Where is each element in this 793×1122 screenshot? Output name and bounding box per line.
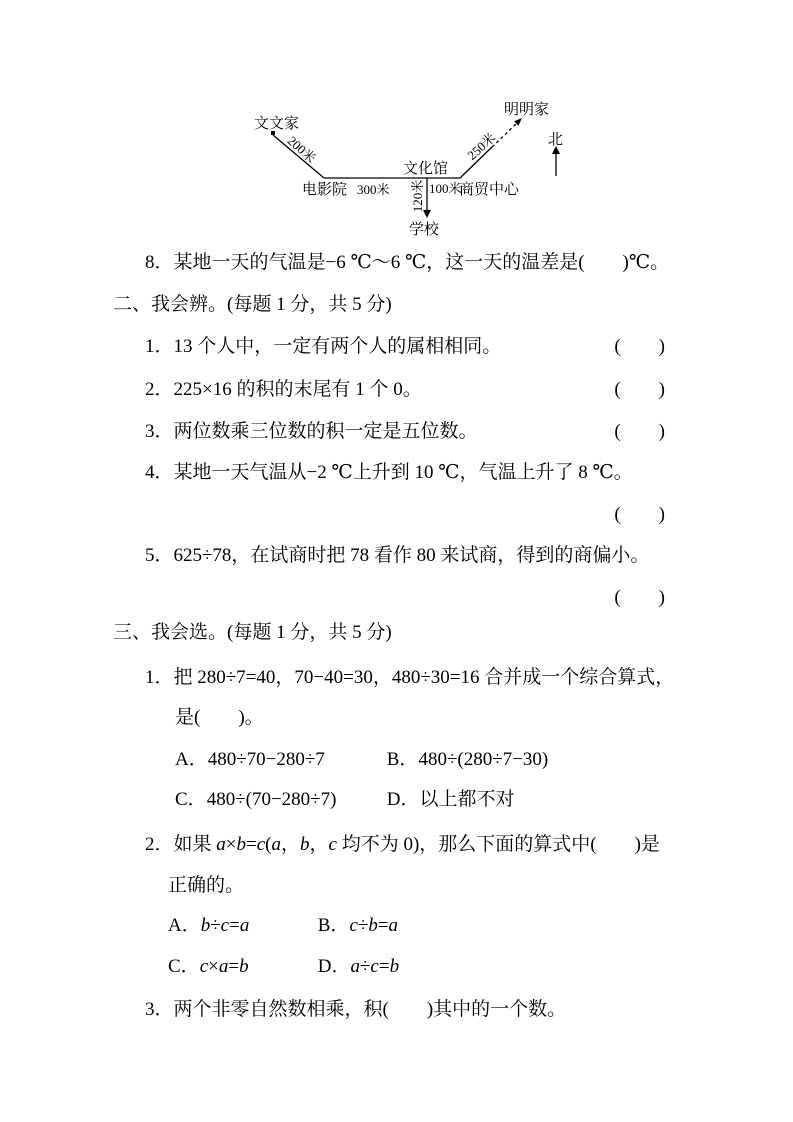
- judge-item-1-blank: ( ): [614, 336, 665, 357]
- label-dist-300: 300米: [357, 182, 390, 197]
- judge-item-2: [0, 369, 793, 411]
- route-diagram: [240, 78, 585, 248]
- judge-item-3-blank: ( ): [614, 421, 665, 442]
- section-judge-heading: 二、我会辨。(每题 1 分，共 5 分): [113, 294, 392, 315]
- judge-item-4-text: 4．某地一天气温从−2 ℃上升到 10 ℃，气温上升了 8 ℃。: [145, 462, 633, 483]
- choice-q2-option-b: [318, 915, 398, 936]
- option-label: A．: [175, 749, 208, 770]
- choice-q2-option-d: [318, 956, 399, 977]
- judge-item-1: [0, 326, 793, 368]
- choice-q1-options-row-1: [0, 739, 793, 781]
- label-dist-100: 100米: [429, 181, 462, 196]
- option-text: 480÷(70−280÷7): [206, 789, 337, 810]
- section-choice-heading: 三、我会选。(每题 1 分，共 5 分): [113, 622, 392, 643]
- option-text: 以上都不对: [419, 789, 515, 810]
- choice-q2-stem-cont: 正确的。: [168, 875, 245, 896]
- label-mingming-home: 明明家: [504, 102, 550, 118]
- label-north: 北: [548, 132, 564, 148]
- choice-q2-options-row-1: [0, 905, 793, 947]
- option-label: A．: [168, 915, 201, 936]
- option-text: a÷c=b: [350, 956, 400, 977]
- label-trade-center: 商贸中心: [459, 182, 520, 198]
- option-text: c×a=b: [199, 956, 249, 977]
- label-cinema: 电影院: [302, 182, 348, 198]
- choice-q1-stem-cont: 是( )。: [175, 707, 264, 728]
- judge-item-3-text: 3．两位数乘三位数的积一定是五位数。: [145, 421, 478, 442]
- judge-item-5-blank: ( ): [614, 587, 665, 608]
- choice-q2-stem: 2．如果 a×b=c(a，b，c 均不为 0)，那么下面的算式中( )是: [145, 834, 660, 855]
- choice-q2-option-c: [168, 946, 313, 988]
- choice-q1-option-b: [387, 749, 548, 770]
- choice-q2-options-row-2: [0, 946, 793, 988]
- label-school: 学校: [409, 222, 440, 238]
- option-label: D．: [386, 789, 420, 810]
- judge-item-4-blank: ( ): [614, 504, 665, 525]
- choice-q3-stem: 3．两个非零自然数相乘，积( )其中的一个数。: [145, 999, 567, 1020]
- choice-q1-option-c: [175, 779, 382, 821]
- option-label: B．: [386, 749, 419, 770]
- option-label: C．: [175, 789, 207, 810]
- label-wenwen-home: 文文家: [254, 116, 300, 132]
- choice-q2-option-a: [168, 905, 313, 947]
- choice-q1-option-d: [387, 789, 515, 810]
- option-text: b÷c=a: [200, 915, 250, 936]
- choice-q1-stem: 1．把 280÷7=40，70−40=30，480÷30=16 合并成一个综合算式，: [145, 667, 675, 688]
- choice-q1-options-row-2: [0, 779, 793, 821]
- option-text: 480÷(280÷7−30): [418, 749, 549, 770]
- judge-item-3: [0, 411, 793, 453]
- option-label: B．: [317, 915, 350, 936]
- label-dist-120: 120米: [410, 179, 425, 213]
- judge-item-1-text: 1．13 个人中，一定有两个人的属相相同。: [145, 336, 502, 357]
- option-label: C．: [168, 956, 200, 977]
- judge-item-5-text: 5．625÷78，在试商时把 78 看作 80 来试商，得到的商偏小。: [145, 545, 650, 566]
- option-text: c÷b=a: [349, 915, 399, 936]
- choice-q1-option-a: [175, 739, 382, 781]
- label-culture-hall: 文化馆: [403, 161, 449, 177]
- question-8: 8．某地一天的气温是−6 ℃～6 ℃，这一天的温差是( )℃。: [145, 252, 670, 273]
- label-dist-250: 250米: [464, 129, 499, 163]
- judge-item-2-blank: ( ): [614, 379, 665, 400]
- label-dist-200: 200米: [284, 132, 319, 166]
- judge-item-2-text: 2．225×16 的积的末尾有 1 个 0。: [145, 379, 422, 400]
- option-label: D．: [317, 956, 351, 977]
- option-text: 480÷70−280÷7: [207, 749, 325, 770]
